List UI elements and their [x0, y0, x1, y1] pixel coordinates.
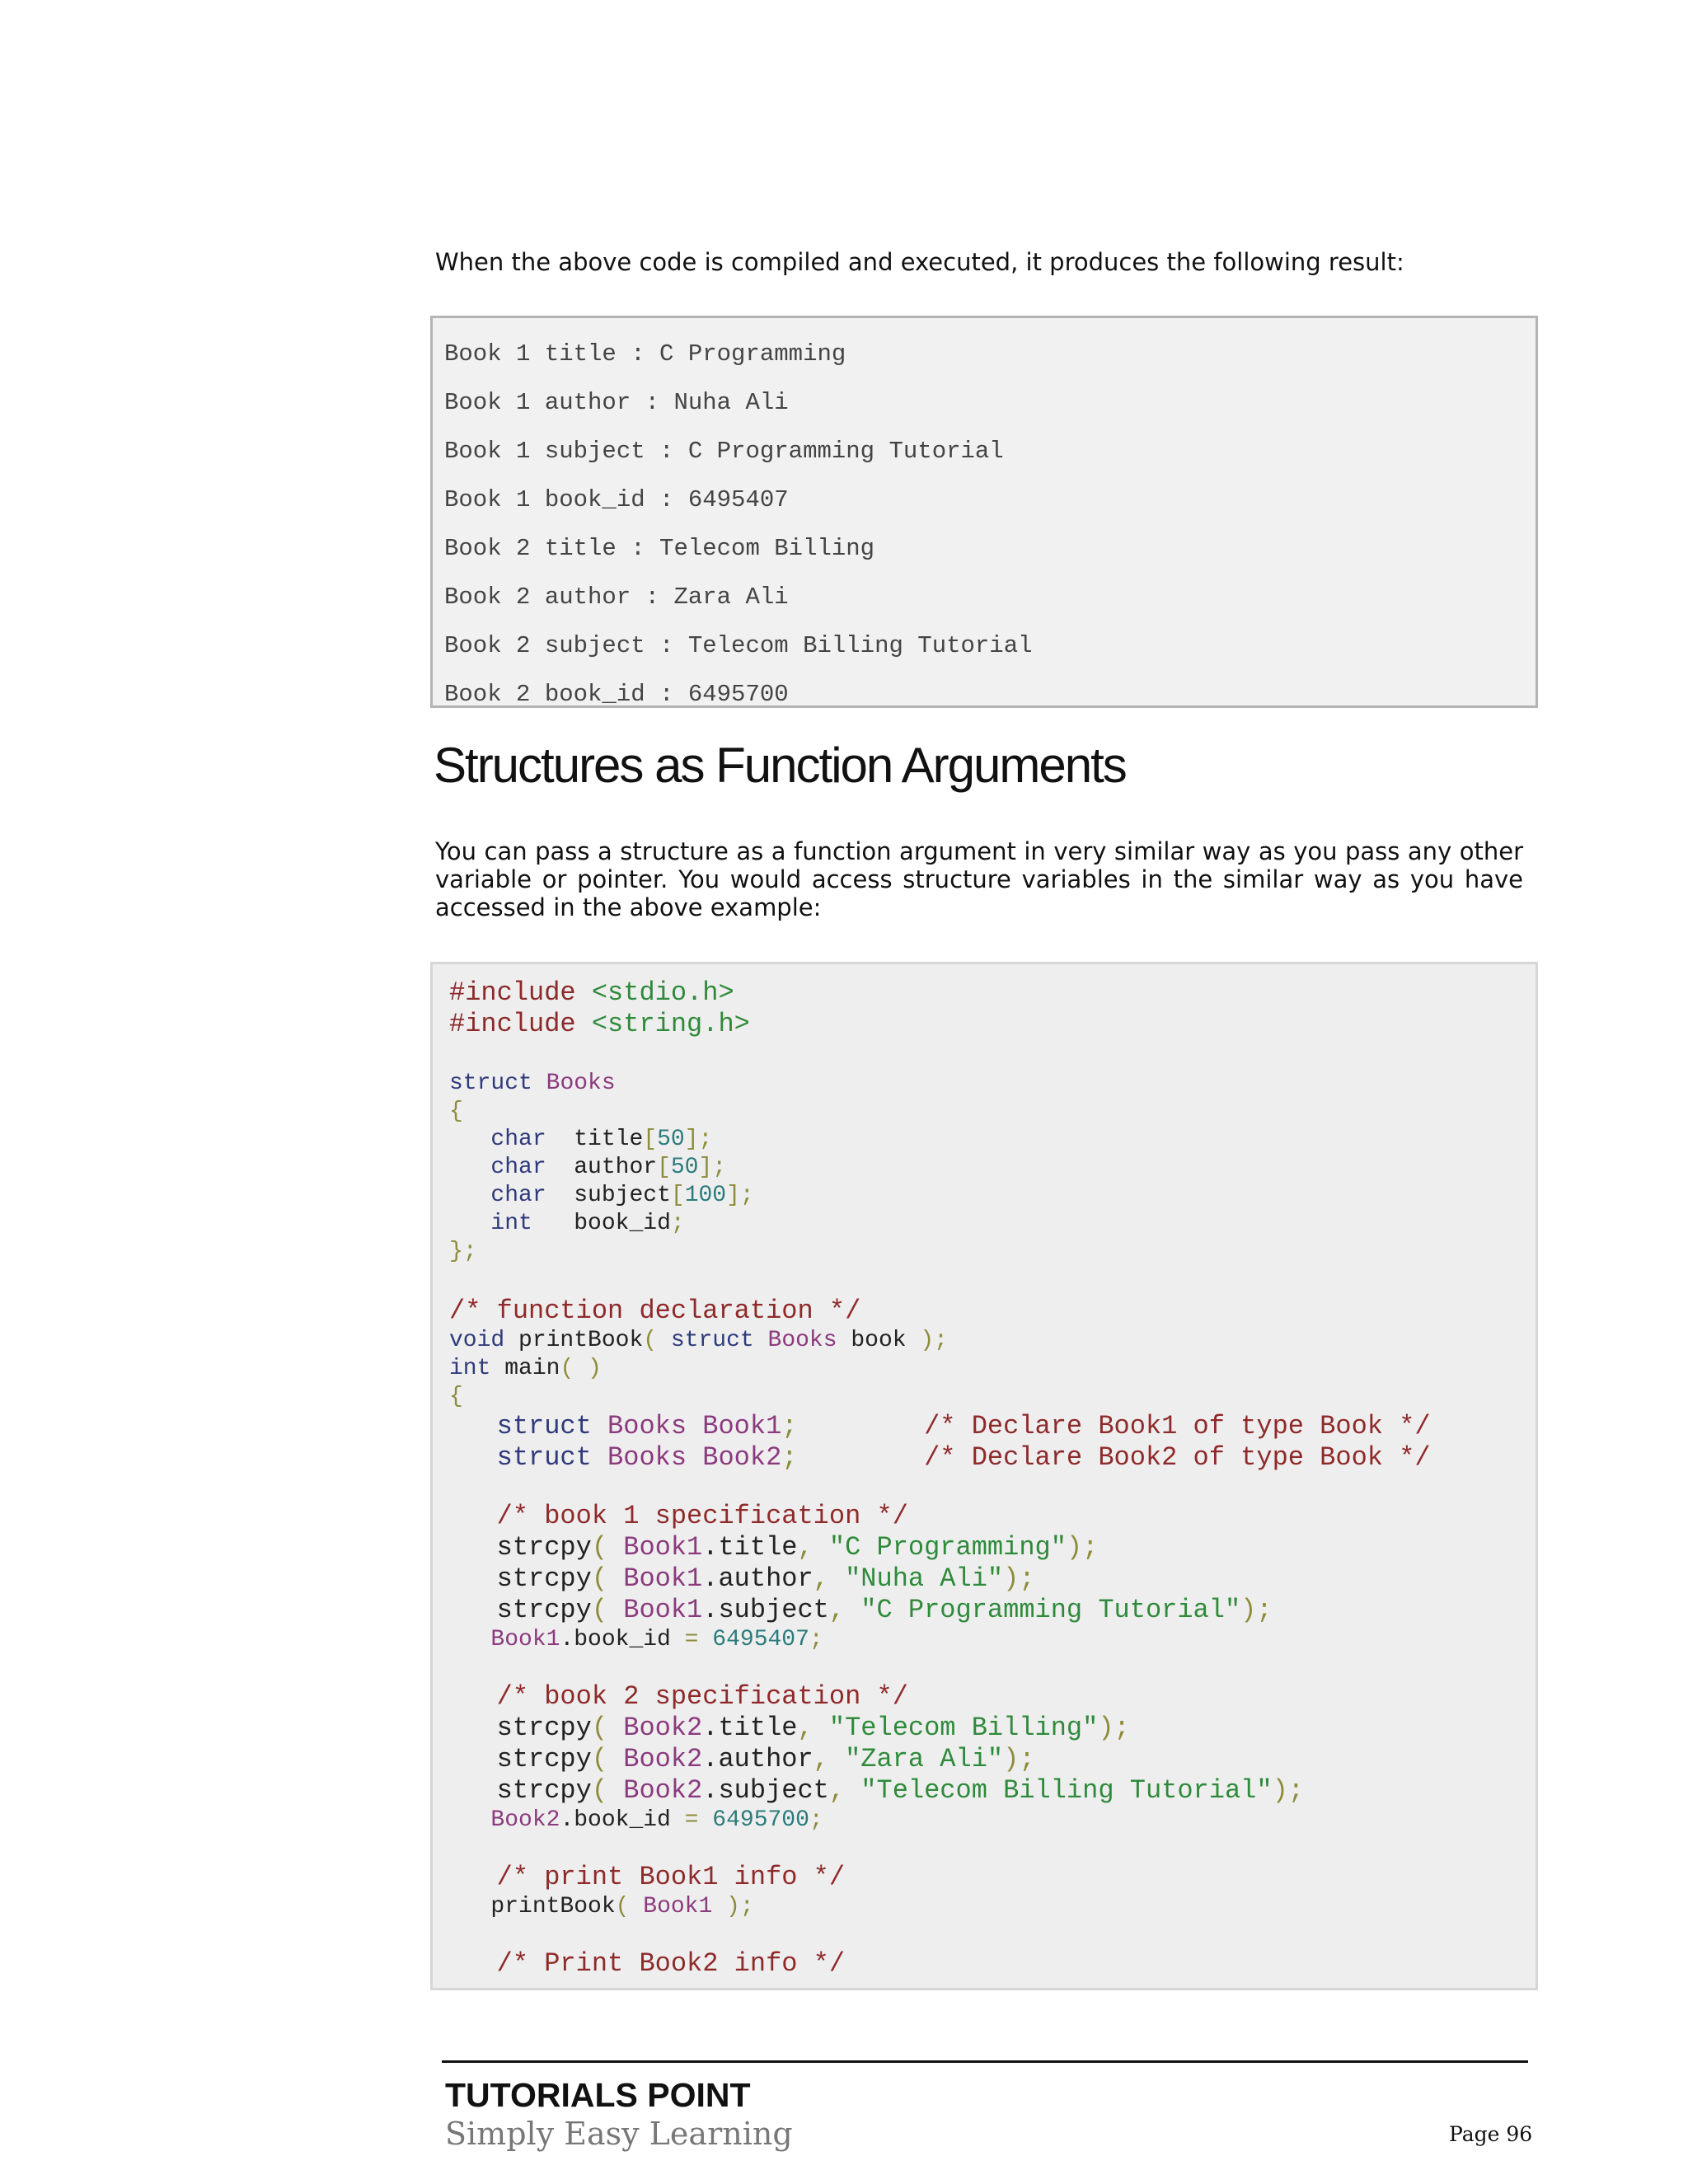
code-blank-line — [449, 1040, 1536, 1070]
intro-text: When the above code is compiled and executed, it produces the following result: — [435, 248, 1404, 276]
footer-tagline: Simply Easy Learning — [445, 2116, 793, 2152]
code-line: strcpy( Book1.author, "Nuha Ali"); — [449, 1563, 1035, 1594]
code-line: int book_id; — [490, 1211, 685, 1236]
code-line: Book1.book_id = 6495407; — [490, 1627, 823, 1652]
code-line: char author[50]; — [490, 1155, 727, 1180]
output-line: Book 2 author : Zara Ali — [444, 583, 789, 611]
footer-divider — [442, 2060, 1528, 2063]
code-blank-line — [449, 1835, 1536, 1862]
output-line: Book 1 book_id : 6495407 — [444, 486, 789, 513]
code-line: { — [449, 1384, 463, 1409]
code-block — [430, 962, 1538, 1990]
code-line: void printBook( struct Books book ); — [449, 1328, 948, 1353]
code-line: strcpy( Book1.title, "C Programming"); — [449, 1532, 1099, 1563]
output-line: Book 1 title : C Programming — [444, 340, 846, 368]
footer-brand: TUTORIALS POINT — [445, 2076, 751, 2114]
code-line: char title[50]; — [490, 1127, 713, 1152]
section-heading: Structures as Function Arguments — [434, 738, 1126, 793]
code-line: struct Books Book1; /* Declare Book1 of type Book */ — [496, 1411, 1431, 1441]
code-line: { — [449, 1099, 463, 1124]
code-line: strcpy( Book2.author, "Zara Ali"); — [449, 1744, 1035, 1774]
output-line: Book 2 title : Telecom Billing — [444, 535, 875, 562]
code-line: strcpy( Book2.subject, "Telecom Billing Tutorial"); — [449, 1775, 1304, 1806]
code-blank-line — [449, 1474, 1536, 1501]
code-line: strcpy( Book2.title, "Telecom Billing"); — [449, 1713, 1130, 1743]
code-line: int main( ) — [449, 1356, 602, 1381]
code-line: /* function declaration */ — [449, 1296, 861, 1326]
body-paragraph: You can pass a structure as a function argument in very similar way as you pass any other variable or pointer. You would access structure variables in the similar way as you have accessed in the above example: — [435, 837, 1523, 921]
code-line: /* print Book1 info */ — [496, 1862, 846, 1892]
output-block — [430, 316, 1538, 708]
code-blank-line — [449, 1654, 1536, 1681]
code-line: struct Books — [449, 1071, 616, 1096]
code-line: /* book 2 specification */ — [496, 1681, 908, 1712]
code-line: printBook( Book1 ); — [449, 1894, 754, 1919]
code-line: char subject[100]; — [490, 1183, 754, 1208]
code-blank-line — [449, 1921, 1536, 1948]
code-line: struct Books Book2; /* Declare Book2 of type Book */ — [496, 1442, 1431, 1473]
output-line: Book 2 subject : Telecom Billing Tutorial — [444, 632, 1033, 659]
code-blank-line — [449, 1266, 1536, 1296]
output-line: Book 1 subject : C Programming Tutorial — [444, 438, 1004, 465]
code-line: #include <stdio.h> — [449, 977, 734, 1008]
page-number: Page 96 — [1449, 2122, 1533, 2146]
code-line: #include <string.h> — [449, 1009, 750, 1039]
code-line: Book2.book_id = 6495700; — [490, 1807, 823, 1833]
output-line: Book 1 author : Nuha Ali — [444, 389, 789, 416]
code-line: strcpy( Book1.subject, "C Programming Tutorial"); — [449, 1595, 1273, 1625]
code-line: /* book 1 specification */ — [496, 1501, 908, 1531]
code-line: }; — [449, 1239, 477, 1264]
code-line: /* Print Book2 info */ — [496, 1948, 846, 1979]
output-line: Book 2 book_id : 6495700 — [444, 681, 789, 708]
